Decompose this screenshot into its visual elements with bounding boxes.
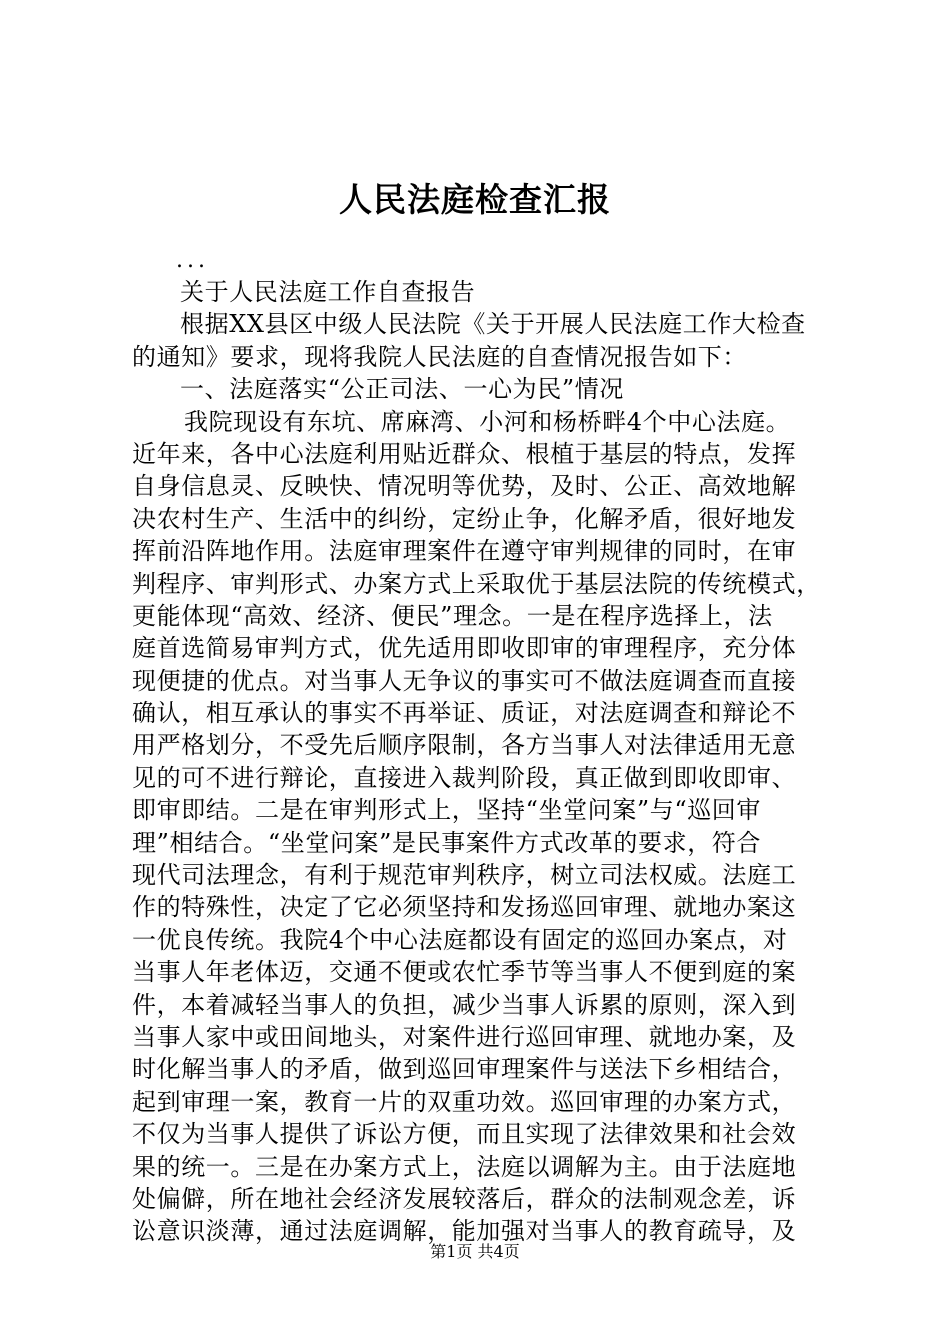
paragraph-line: 时化解当事人的矛盾，做到巡回审理案件与送法下乡相结合，: [132, 1055, 797, 1084]
document-title: 人民法庭检查汇报: [339, 180, 611, 219]
paragraph-line: 处偏僻，所在地社会经济发展较落后，群众的法制观念差，诉: [132, 1184, 797, 1213]
paragraph-line: 一优良传统。我院4个中心法庭都设有固定的巡回办案点，对: [132, 925, 788, 954]
paragraph-line: 决农村生产、生活中的纠纷，定纷止争，化解矛盾，很好地发: [132, 504, 797, 533]
paragraph-line: 作的特殊性，决定了它必须坚持和发扬巡回审理、就地办案这: [132, 893, 797, 922]
paragraph-line: 件，本着减轻当事人的负担，减少当事人诉累的原则，深入到: [132, 990, 797, 1019]
paragraph-line: 讼意识淡薄，通过法庭调解，能加强对当事人的教育疏导，及: [132, 1217, 797, 1246]
paragraph-line: 的通知》要求，现将我院人民法庭的自查情况报告如下：: [132, 342, 747, 371]
paragraph-line: 即审即结。二是在审判形式上，坚持“坐堂问案”与“巡回审: [132, 796, 762, 825]
paragraph-line: 根据XX县区中级人民法院《关于开展人民法庭工作大检查: [180, 310, 806, 339]
document-body: [132, 250, 832, 1248]
paragraph-line: 果的统一。三是在办案方式上，法庭以调解为主。由于法庭地: [132, 1152, 797, 1181]
section-heading: 一、法庭落实“公正司法、一心为民”情况: [180, 375, 624, 404]
paragraph-line: 我院现设有东坑、席麻湾、小河和杨桥畔4个中心法庭。: [184, 407, 791, 436]
paragraph-line: 现便捷的优点。对当事人无争议的事实可不做法庭调查而直接: [132, 666, 797, 695]
paragraph-line: 近年来，各中心法庭利用贴近群众、根植于基层的特点，发挥: [132, 439, 797, 468]
paragraph-line: 判程序、审判形式、办案方式上采取优于基层法院的传统模式，: [132, 569, 821, 598]
page-number-footer: 第1页 共4页: [430, 1242, 520, 1261]
paragraph-line: 不仅为当事人提供了诉讼方便，而且实现了法律效果和社会效: [132, 1120, 797, 1149]
paragraph-line: 当事人家中或田间地头，对案件进行巡回审理、就地办案，及: [132, 1022, 797, 1051]
paragraph-line: 更能体现“高效、经济、便民”理念。一是在程序选择上，法: [132, 601, 773, 630]
paragraph-line: 庭首选简易审判方式，优先适用即收即审的审理程序，充分体: [132, 634, 797, 663]
paragraph-line: 挥前沿阵地作用。法庭审理案件在遵守审判规律的同时，在审: [132, 537, 797, 566]
report-heading: 关于人民法庭工作自查报告: [180, 278, 476, 306]
paragraph-line: 现代司法理念，有利于规范审判秩序，树立司法权威。法庭工: [132, 861, 797, 890]
paragraph-line: 见的可不进行辩论，直接进入裁判阶段，真正做到即收即审、: [132, 763, 797, 792]
paragraph-line: 自身信息灵、反映快、情况明等优势，及时、公正、高效地解: [132, 472, 797, 501]
paragraph-line: 确认，相互承认的事实不再举证、质证，对法庭调查和辩论不: [132, 699, 797, 728]
ellipsis-marker: ...: [176, 248, 209, 273]
paragraph-line: 用严格划分，不受先后顺序限制，各方当事人对法律适用无意: [132, 731, 797, 760]
paragraph-line: 起到审理一案，教育一片的双重功效。巡回审理的办案方式，: [132, 1087, 797, 1116]
paragraph-line: 当事人年老体迈，交通不便或农忙季节等当事人不便到庭的案: [132, 958, 797, 987]
paragraph-line: 理”相结合。“坐堂问案”是民事案件方式改革的要求，符合: [132, 828, 762, 857]
